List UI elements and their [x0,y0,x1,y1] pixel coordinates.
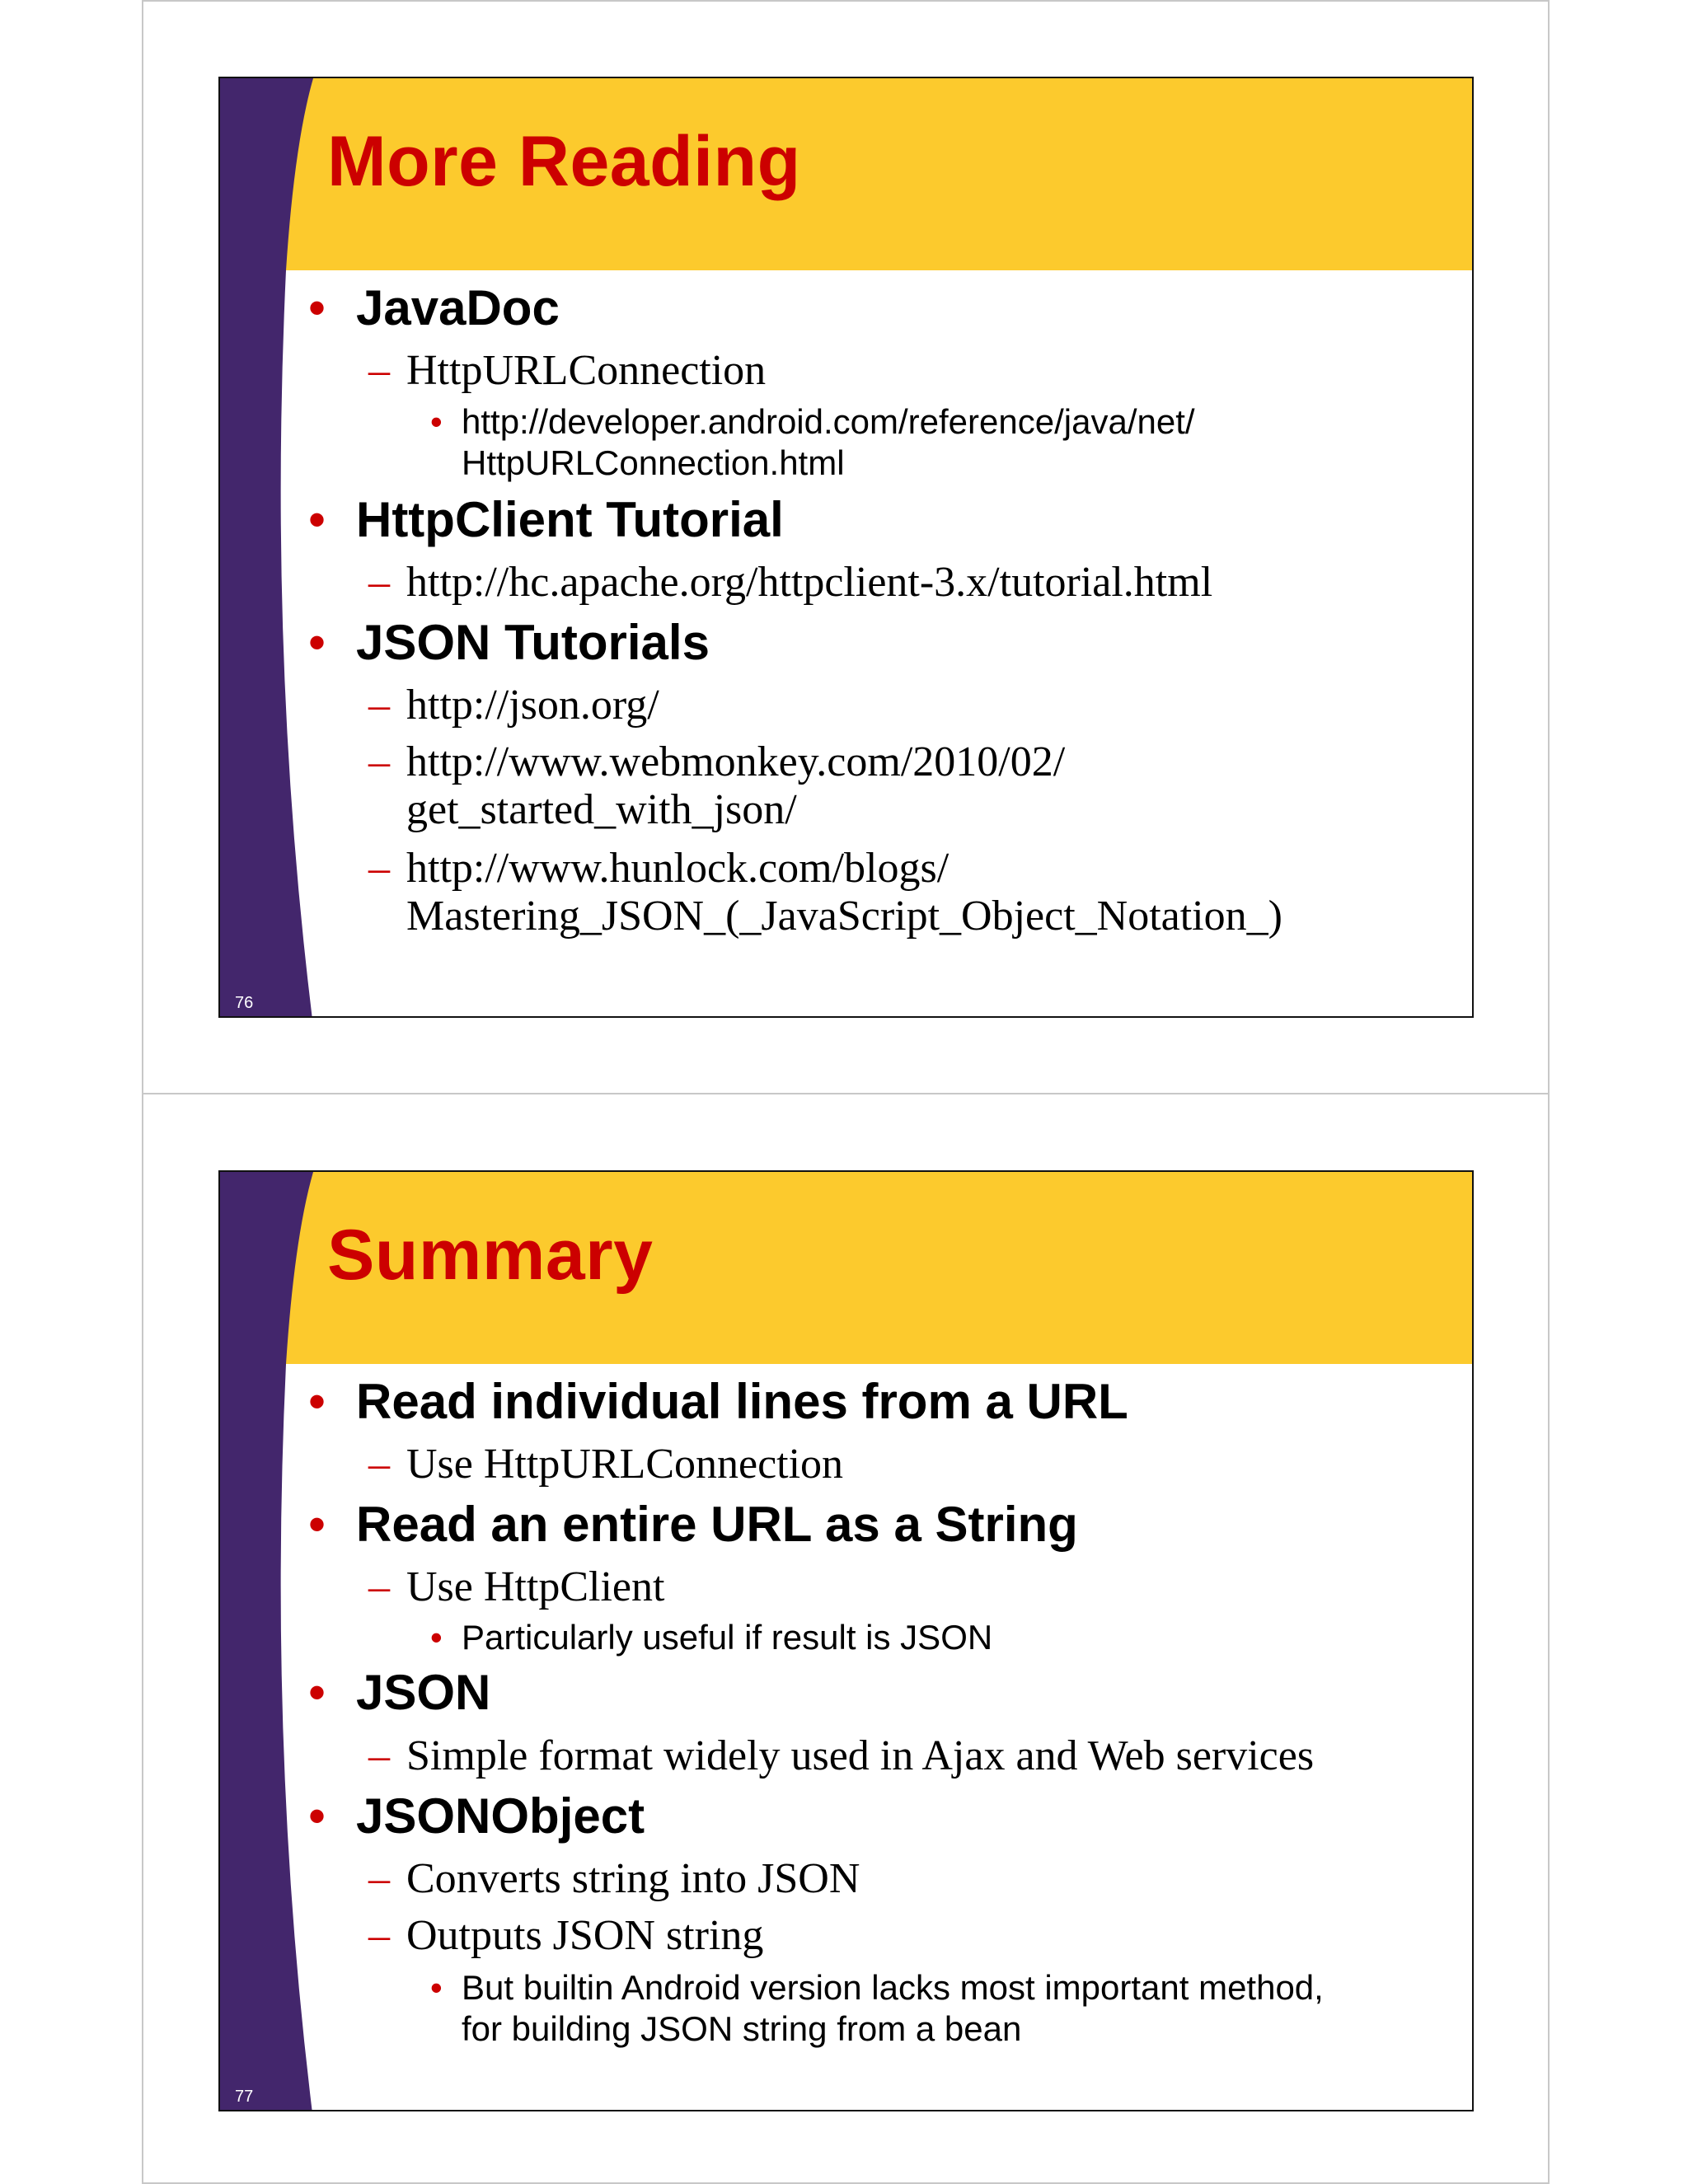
sub-converts-string: – Converts string into JSON [368,1855,860,1902]
sub-httpclient-link: – http://hc.apache.org/httpclient-3.x/tutorial.html [368,559,1213,606]
sub-webmonkey-link: – http://www.webmonkey.com/2010/02/ get_started_with_json/ [368,738,1066,833]
bullet-jsonobject: • JSONObject [308,1788,645,1844]
bullet-read-entire-url: • Read an entire URL as a String [308,1497,1078,1552]
sub-httpurlconnection: – HttpURLConnection [368,347,767,394]
sub-json-org-link: – http://json.org/ [368,682,659,729]
sub-use-httpclient: – Use HttpClient [368,1563,665,1610]
bullet-json-tutorials: • JSON Tutorials [308,615,710,670]
bullet-read-lines: • Read individual lines from a URL [308,1374,1128,1429]
bullet-httpclient-tutorial: • HttpClient Tutorial [308,492,784,547]
slide-number: 76 [235,994,254,1012]
slide-title: Summary [327,1216,654,1295]
bullet-javadoc: • JavaDoc [308,280,560,335]
sub-outputs-json: – Outputs JSON string [368,1912,764,1959]
sub-sub-javadoc-link: • http://developer.android.com/reference/java/net/ HttpURLConnection.html [430,402,1195,482]
slide-title: More Reading [327,122,801,201]
slide-summary [218,1170,1474,2111]
bullet-json: • JSON [308,1665,491,1720]
sub-sub-builtin-android: • But builtin Android version lacks most important method, for building JSON string from a bean [430,1968,1324,2048]
sub-use-httpurlconnection: – Use HttpURLConnection [368,1441,844,1488]
slide-number: 77 [235,2088,254,2106]
sub-hunlock-link: – http://www.hunlock.com/blogs/ Mastering_JSON_(_JavaScript_Object_Notation_) [368,845,1282,940]
slide-more-reading [218,77,1474,1018]
sub-sub-useful-if-json: • Particularly useful if result is JSON [430,1618,993,1657]
sub-simple-format: – Simple format widely used in Ajax and Web services [368,1732,1315,1779]
